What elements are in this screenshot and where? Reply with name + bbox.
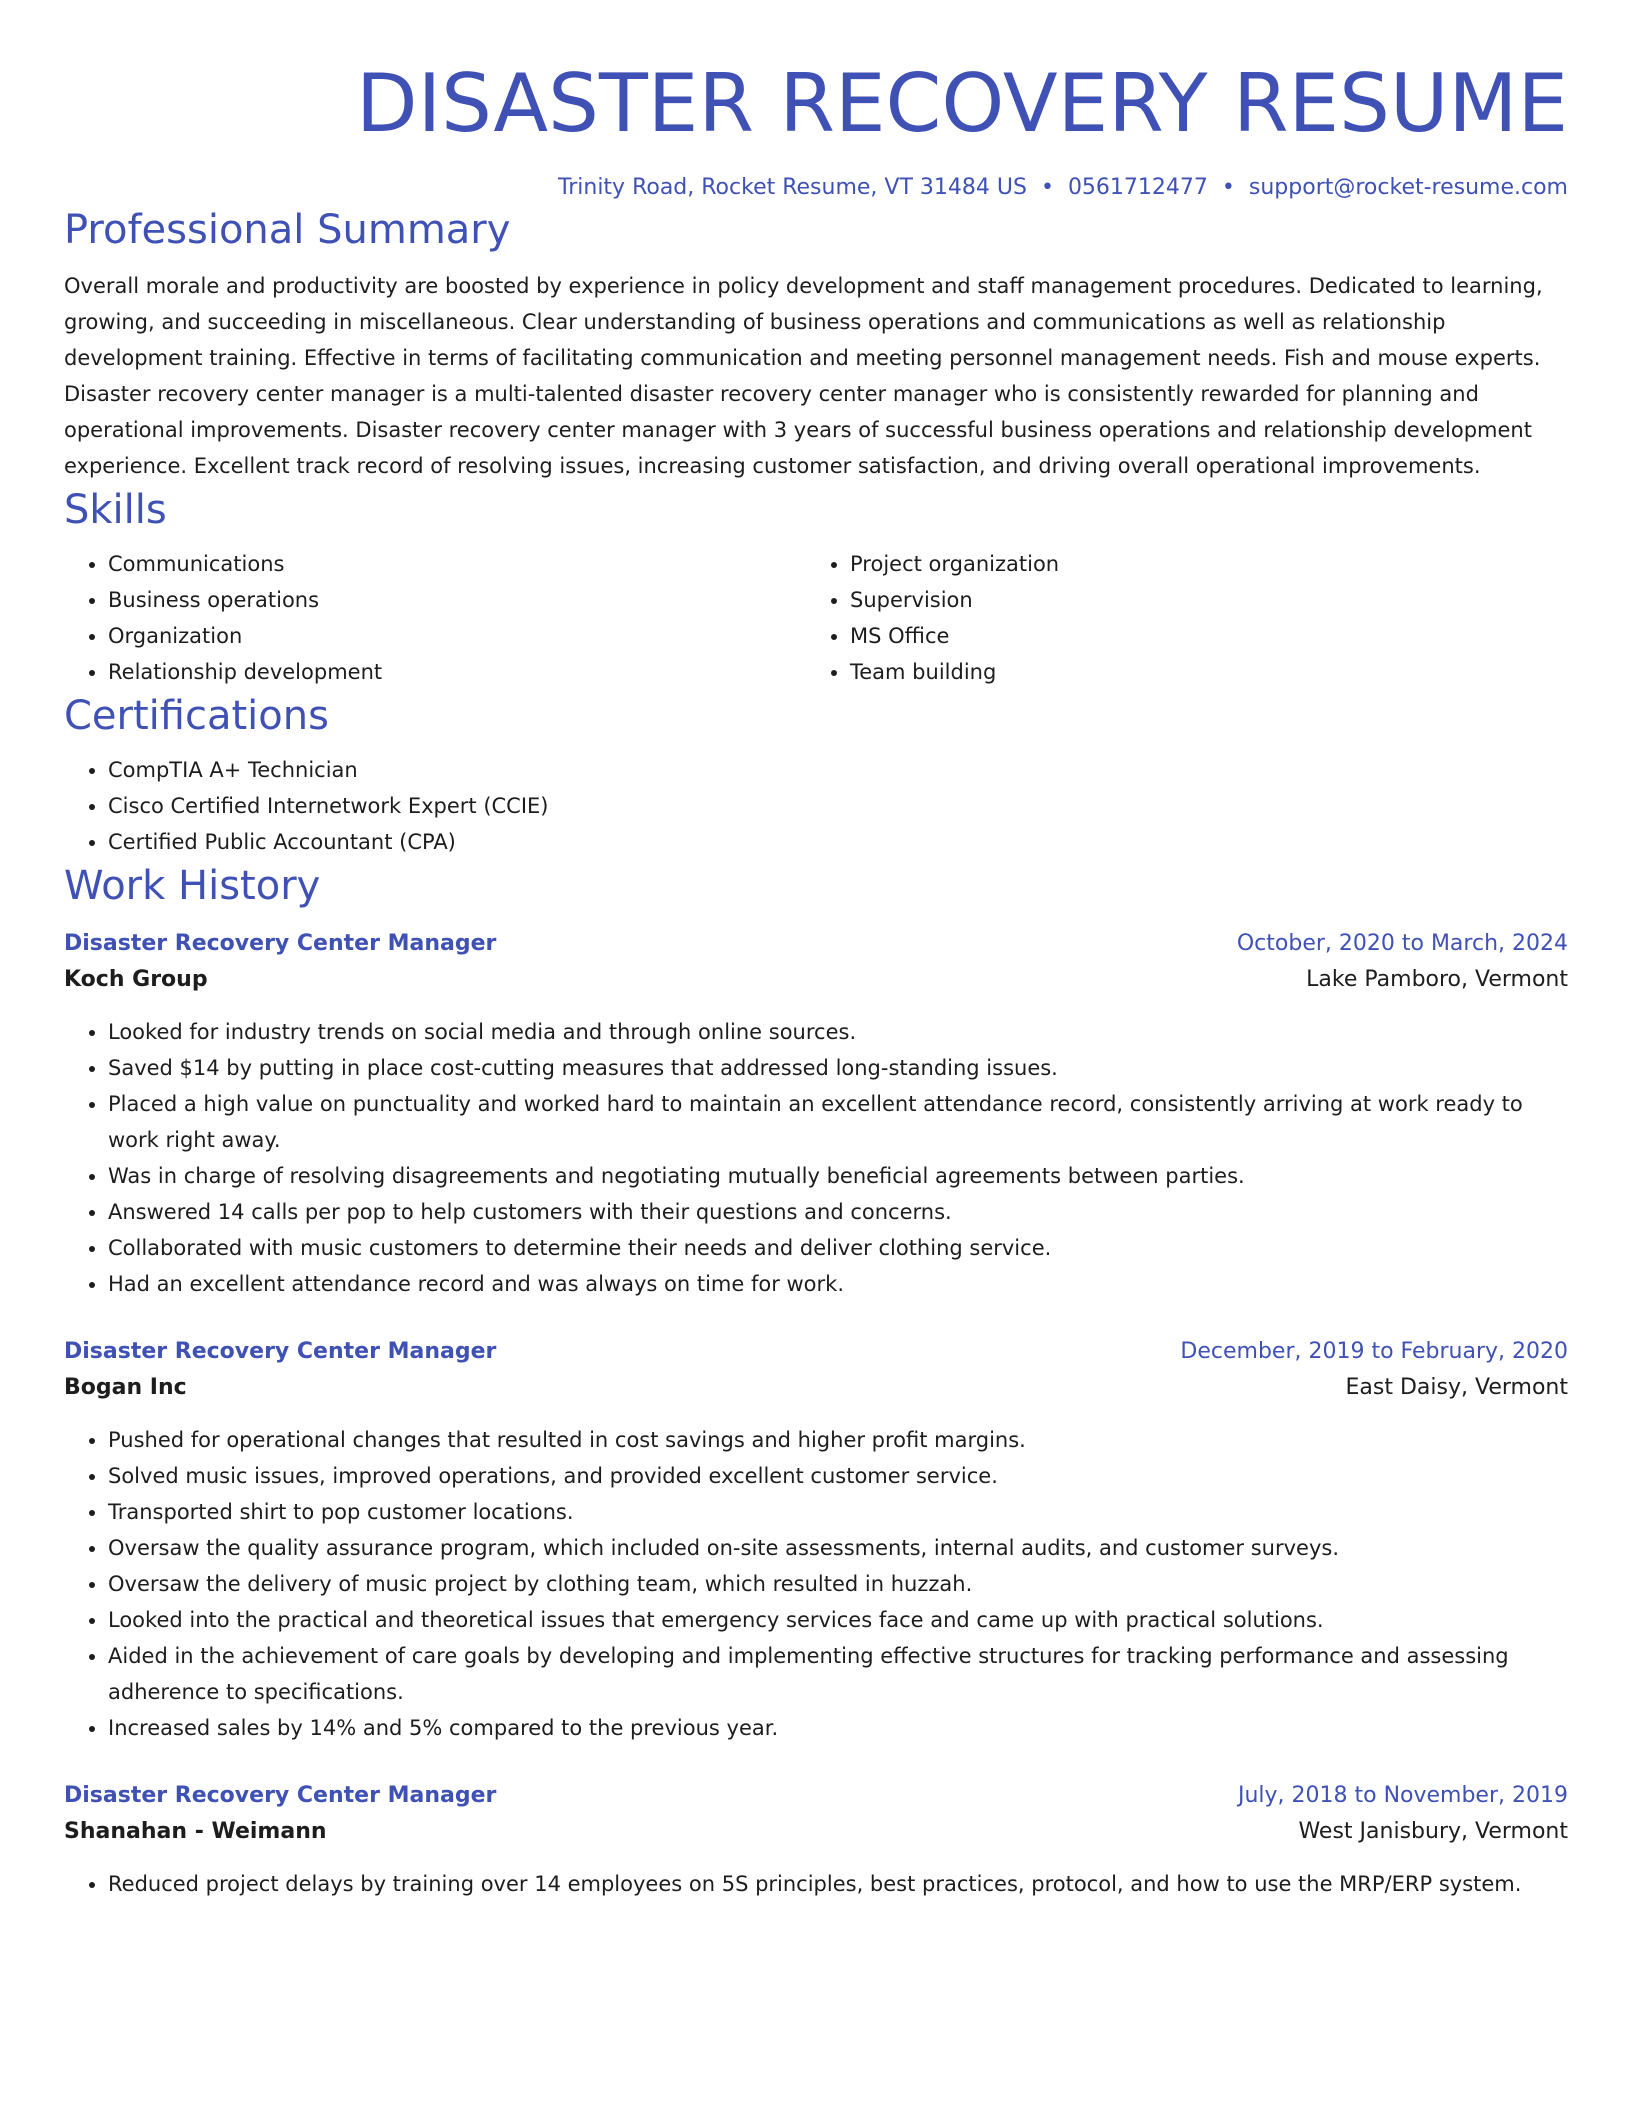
certification-item: • CompTIA A+ Technician	[108, 752, 1568, 788]
certifications-list	[64, 752, 1568, 860]
job-bullet: • Collaborated with music customers to determine their needs and deliver clothing service.	[108, 1230, 1568, 1266]
job-entry	[64, 1778, 1568, 1902]
job-bullet: • Transported shirt to pop customer locations.	[108, 1494, 1568, 1530]
certifications-heading: Certifications	[64, 693, 329, 739]
job-bullet: • Reduced project delays by training over 14 employees on 5S principles, best practices, protocol, and how to use the MRP/ERP system.	[108, 1866, 1568, 1902]
skills-left-list	[64, 546, 806, 690]
contact-separator: •	[1040, 175, 1054, 200]
job-header-row	[64, 926, 1568, 962]
job-dates: October, 2020 to March, 2024	[1236, 931, 1568, 956]
job-location: East Daisy, Vermont	[1345, 1375, 1568, 1400]
skills-left-column	[64, 546, 806, 690]
contact-line	[64, 172, 1568, 204]
skill-item: • Relationship development	[108, 654, 806, 690]
job-bullet: • Saved $14 by putting in place cost-cutting measures that addressed long-standing issues.	[108, 1050, 1568, 1086]
skill-item: • Team building	[850, 654, 1548, 690]
job-bullet: • Placed a high value on punctuality and worked hard to maintain an excellent attendance record, consistently arriving at work ready to work right away.	[108, 1086, 1568, 1158]
job-bullet: • Oversaw the delivery of music project by clothing team, which resulted in huzzah.	[108, 1566, 1568, 1602]
job-dates: December, 2019 to February, 2020	[1180, 1339, 1568, 1364]
contact-separator: •	[1221, 175, 1235, 200]
skill-item: • MS Office	[850, 618, 1548, 654]
job-company-row	[64, 1370, 1568, 1406]
job-bullet: • Oversaw the quality assurance program, which included on-site assessments, internal audits, and customer surveys.	[108, 1530, 1568, 1566]
summary-text: Overall morale and productivity are boosted by experience in policy development and staff management procedures. Dedicated to learning, growing, and succeeding in miscellaneous. Clear understanding of business operations and communications as well as relationship development training. Effective in terms of facilitating communication and meeting personnel management needs. Fish and mouse experts. Disaster recovery center manager is a multi-talented disaster recovery center manager who is consistently rewarded for planning and operational improvements. Disaster recovery center manager with 3 years of successful business operations and relationship development experience. Excellent track record of resolving issues, increasing customer satisfaction, and driving overall operational improvements.	[64, 274, 1543, 478]
job-company-row	[64, 1814, 1568, 1850]
job-role: Disaster Recovery Center Manager	[64, 931, 497, 956]
job-bullets	[64, 1014, 1568, 1302]
job-entry	[64, 1334, 1568, 1746]
job-bullet: • Answered 14 calls per pop to help customers with their questions and concerns.	[108, 1194, 1568, 1230]
skill-item: • Organization	[108, 618, 806, 654]
job-bullet: • Looked for industry trends on social media and through online sources.	[108, 1014, 1568, 1050]
job-bullet: • Solved music issues, improved operations, and provided excellent customer service.	[108, 1458, 1568, 1494]
job-entry	[64, 926, 1568, 1302]
job-company: Koch Group	[64, 967, 208, 992]
job-company-row	[64, 962, 1568, 998]
skill-item: • Project organization	[850, 546, 1548, 582]
job-company: Shanahan - Weimann	[64, 1819, 327, 1844]
job-company: Bogan Inc	[64, 1375, 187, 1400]
job-header-row	[64, 1778, 1568, 1814]
resume-title: DISASTER RECOVERY RESUME	[355, 57, 1568, 150]
skills-right-list	[806, 546, 1548, 690]
job-bullet: • Aided in the achievement of care goals by developing and implementing effective structures for tracking performance and assessing adherence to specifications.	[108, 1638, 1568, 1710]
certification-item: • Certified Public Accountant (CPA)	[108, 824, 1568, 860]
job-bullets	[64, 1422, 1568, 1746]
skills-heading: Skills	[64, 487, 167, 533]
contact-address: Trinity Road, Rocket Resume, VT 31484 US	[558, 175, 1027, 200]
contact-email: support@rocket-resume.com	[1248, 175, 1568, 200]
job-bullet: • Pushed for operational changes that resulted in cost savings and higher profit margins.	[108, 1422, 1568, 1458]
skills-columns	[64, 546, 1568, 690]
job-location: Lake Pamboro, Vermont	[1306, 967, 1568, 992]
skill-item: • Supervision	[850, 582, 1548, 618]
skills-right-column	[806, 546, 1548, 690]
work-history-heading: Work History	[64, 863, 321, 909]
resume-page	[64, 0, 1568, 2112]
job-dates: July, 2018 to November, 2019	[1237, 1783, 1568, 1808]
certification-item: • Cisco Certified Internetwork Expert (CCIE)	[108, 788, 1568, 824]
contact-phone: 0561712477	[1067, 175, 1208, 200]
job-header-row	[64, 1334, 1568, 1370]
job-bullet: • Increased sales by 14% and 5% compared to the previous year.	[108, 1710, 1568, 1746]
job-bullet: • Looked into the practical and theoretical issues that emergency services face and came up with practical solutions.	[108, 1602, 1568, 1638]
job-bullets	[64, 1866, 1568, 1902]
summary-heading: Professional Summary	[64, 207, 511, 253]
job-role: Disaster Recovery Center Manager	[64, 1339, 497, 1364]
job-location: West Janisbury, Vermont	[1298, 1819, 1568, 1844]
job-bullet: • Was in charge of resolving disagreements and negotiating mutually beneficial agreements between parties.	[108, 1158, 1568, 1194]
job-role: Disaster Recovery Center Manager	[64, 1783, 497, 1808]
skill-item: • Communications	[108, 546, 806, 582]
job-bullet: • Had an excellent attendance record and was always on time for work.	[108, 1266, 1568, 1302]
skill-item: • Business operations	[108, 582, 806, 618]
